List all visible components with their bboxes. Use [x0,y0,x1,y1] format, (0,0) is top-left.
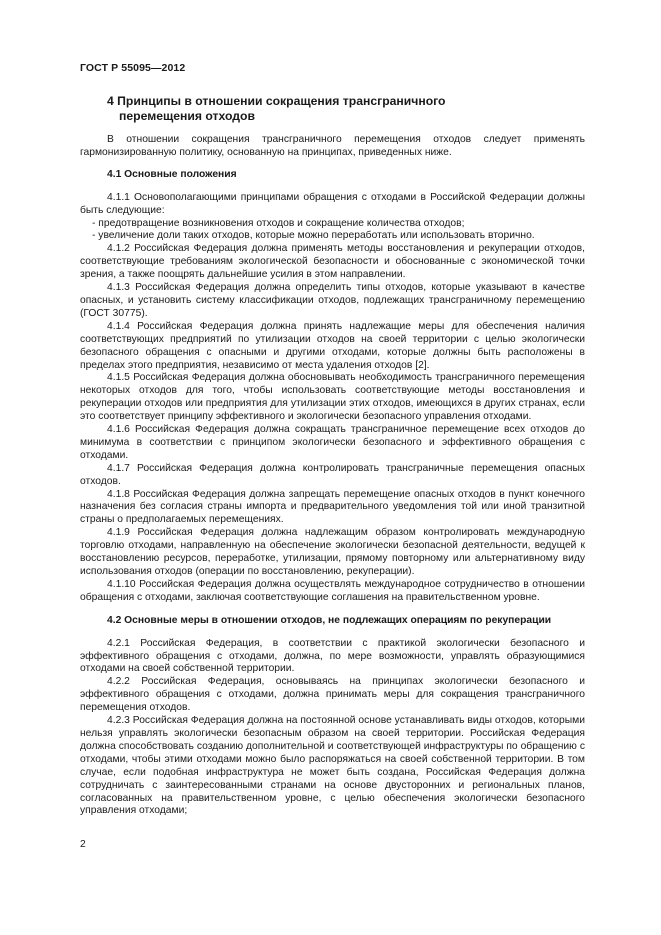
paragraph-4-1-5: 4.1.5 Российская Федерация должна обосновывать необходимость трансграничного перемещения некоторых отходов для того, чтобы использовать соответствующие методы восстановления и рекуперации отходов или предприятия для утилизации этих отходов, имеющихся в других странах, если это соответствует принципу эффективного и экологически безопасного управления отходами. [80,372,585,423]
section-4-intro: В отношении сокращения трансграничного перемещения отходов следует применять гармонизированную политику, основанную на принципах, приведенных ниже. [80,134,585,158]
paragraph-4-2-3: 4.2.3 Российская Федерация должна на постоянной основе устанавливать виды отходов, которыми нельзя управлять экологически безопасным образом на своей территории. Российская Федерация должна способствовать созданию дополнительной и соответствующей инфраструктуры по обращению с отходами, чтобы этими отходами можно было распоряжаться на своей собственной территории. В том случае, если подобная инфраструктура не может быть создана, Российская Федерация должна сотрудничать с заинтересованными странами на основе двусторонних и региональных планов, согласованных на правительственном уровне, с целью обеспечения экологически безопасного управления отходами; [80,715,585,817]
paragraph-4-1-2: 4.1.2 Российская Федерация должна применять методы восстановления и рекуперации отходов, соответствующие требованиям экологической безопасности и обоснованные с экономической точки зрения, а также поощрять дальнейшие усилия в этом направлении. [80,243,585,281]
paragraph-4-2-2: 4.2.2 Российская Федерация, основываясь на принципах экологически безопасного и эффективного обращения с отходами, должна принимать меры для сокращения трансграничного перемещения отходов. [80,676,585,714]
section-4-title [80,94,585,124]
paragraph-4-1-4: 4.1.4 Российская Федерация должна принять надлежащие меры для обеспечения наличия соответствующих предприятий по утилизации отходов на своей территории с целью экологически безопасного обращения с опасными и другими отходами, которые должны быть расположены в пределах этого предприятия, независимо от места удаления отходов [2]. [80,320,585,371]
standard-header: ГОСТ Р 55095—2012 [80,62,186,74]
paragraph-4-1-8: 4.1.8 Российская Федерация должна запрещать перемещение опасных отходов в пункт конечного назначения без согласия страны импорта и предварительного уведомления той или иной транзитной страны о предполагаемых перемещениях. [80,488,585,526]
paragraph-4-1-9: 4.1.9 Российская Федерация должна надлежащим образом контролировать международную торговлю отходами, направленную на обеспечение экологически безопасной деятельности, ведущей к восстановлению ресурсов, переработке, утилизации, прямому повторному или альтернативному виду использования отходов (операции по восстановлению, рекуперации). [80,527,585,577]
subsection-4-1-title: 4.1 Основные положения [107,168,237,180]
paragraph-4-1-3: 4.1.3 Российская Федерация должна определить типы отходов, которые указывают в качестве опасных, и установить систему классификации отходов, подлежащих трансграничному перемещению (ГОСТ 30775). [80,282,585,319]
section-4-title-line1: 4 Принципы в отношении сокращения трансграничного [107,94,446,108]
page-number: 2 [80,839,86,850]
page-content [80,94,585,818]
paragraph-4-1-1: 4.1.1 Основополагающими принципами обращения с отходами в Российской Федерации должны быть следующие: [80,191,585,216]
section-4-title-line2: перемещения отходов [119,109,255,123]
paragraph-4-1-6: 4.1.6 Российская Федерация должна сокращать трансграничное перемещение всех отходов до минимума в соответствии с принципом экологически безопасного и эффективного обращения с отходами. [80,424,585,461]
list-item: - предотвращение возникновения отходов и сокращение количества отходов; [92,217,465,229]
list-item: - увеличение доли таких отходов, которые можно переработать или использовать вторично. [92,230,535,242]
paragraph-4-1-10: 4.1.10 Российская Федерация должна осуществлять международное сотрудничество в отношении обращения с отходами, заключая соответствующие соглашения на правительственном уровне. [80,578,585,603]
subsection-4-2-title: 4.2 Основные меры в отношении отходов, не подлежащих операциям по рекуперации [107,614,552,626]
paragraph-4-1-7: 4.1.7 Российская Федерация должна контролировать трансграничные перемещения опасных отходов. [80,462,585,487]
paragraph-4-2-1: 4.2.1 Российская Федерация, в соответствии с практикой экологически безопасного и эффективного обращения с отходами, должна, по мере возможности, управлять образующимися отходами на своей собственной территории. [80,637,585,675]
